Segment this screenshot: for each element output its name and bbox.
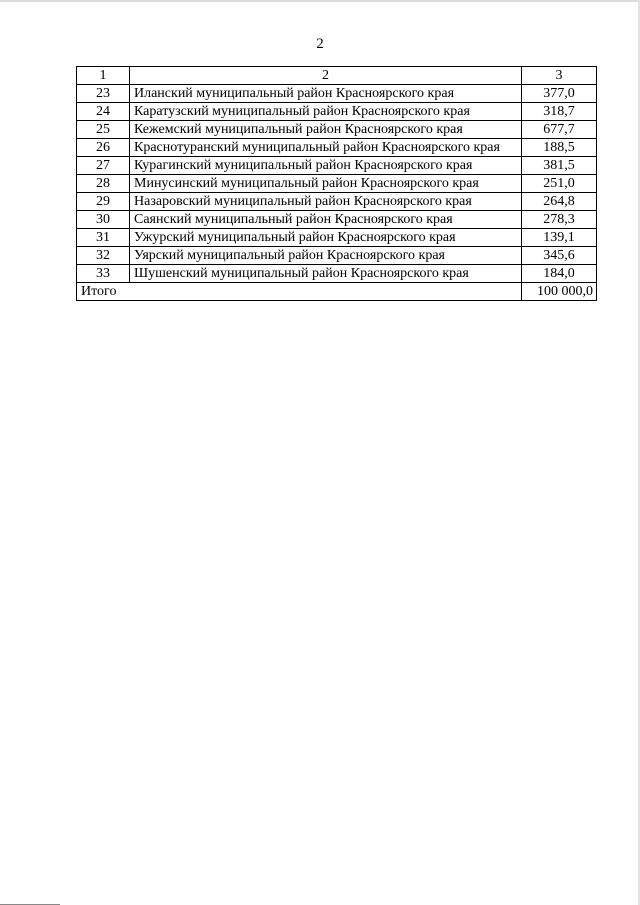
table-row: [77, 247, 597, 265]
row-number: 30: [77, 211, 130, 229]
row-number: 27: [77, 157, 130, 175]
header-col-1: 1: [77, 67, 130, 85]
header-col-2: 2: [130, 67, 522, 85]
amount-value: 251,0: [522, 175, 597, 193]
district-name: Кежемский муниципальный район Красноярского края: [130, 121, 522, 139]
table-row: [77, 193, 597, 211]
table-row: [77, 139, 597, 157]
amount-value: 381,5: [522, 157, 597, 175]
district-name: Саянский муниципальный район Красноярского края: [130, 211, 522, 229]
district-name: Краснотуранский муниципальный район Красноярского края: [130, 139, 522, 157]
row-number: 26: [77, 139, 130, 157]
amount-value: 278,3: [522, 211, 597, 229]
header-col-3: 3: [522, 67, 597, 85]
district-name: Минусинский муниципальный район Красноярского края: [130, 175, 522, 193]
table-row: [77, 85, 597, 103]
row-number: 24: [77, 103, 130, 121]
table-row: [77, 211, 597, 229]
district-name: Шушенский муниципальный район Красноярского края: [130, 265, 522, 283]
district-name: Уярский муниципальный район Красноярского края: [130, 247, 522, 265]
table-row: [77, 229, 597, 247]
amount-value: 677,7: [522, 121, 597, 139]
row-number: 25: [77, 121, 130, 139]
row-number: 33: [77, 265, 130, 283]
page-number: 2: [316, 36, 324, 52]
amount-value: 188,5: [522, 139, 597, 157]
row-number: 28: [77, 175, 130, 193]
amount-value: 318,7: [522, 103, 597, 121]
amount-value: 345,6: [522, 247, 597, 265]
district-name: Каратузский муниципальный район Красноярского края: [130, 103, 522, 121]
row-number: 31: [77, 229, 130, 247]
amount-value: 139,1: [522, 229, 597, 247]
table-header-row: [77, 67, 597, 85]
table-row: [77, 265, 597, 283]
total-value: 100 000,0: [522, 283, 597, 301]
row-number: 32: [77, 247, 130, 265]
amount-value: 377,0: [522, 85, 597, 103]
table-row: [77, 157, 597, 175]
total-row: [77, 283, 597, 301]
district-name: Назаровский муниципальный район Красноярского края: [130, 193, 522, 211]
scan-top-edge: [0, 0, 640, 2]
total-label: Итого: [77, 283, 522, 301]
table-body: [77, 85, 597, 301]
amount-value: 264,8: [522, 193, 597, 211]
row-number: 23: [77, 85, 130, 103]
distribution-table: [76, 66, 597, 301]
row-number: 29: [77, 193, 130, 211]
table-row: [77, 103, 597, 121]
table-row: [77, 175, 597, 193]
district-name: Иланский муниципальный район Красноярского края: [130, 85, 522, 103]
district-name: Курагинский муниципальный район Красноярского края: [130, 157, 522, 175]
district-name: Ужурский муниципальный район Красноярского края: [130, 229, 522, 247]
amount-value: 184,0: [522, 265, 597, 283]
table-row: [77, 121, 597, 139]
